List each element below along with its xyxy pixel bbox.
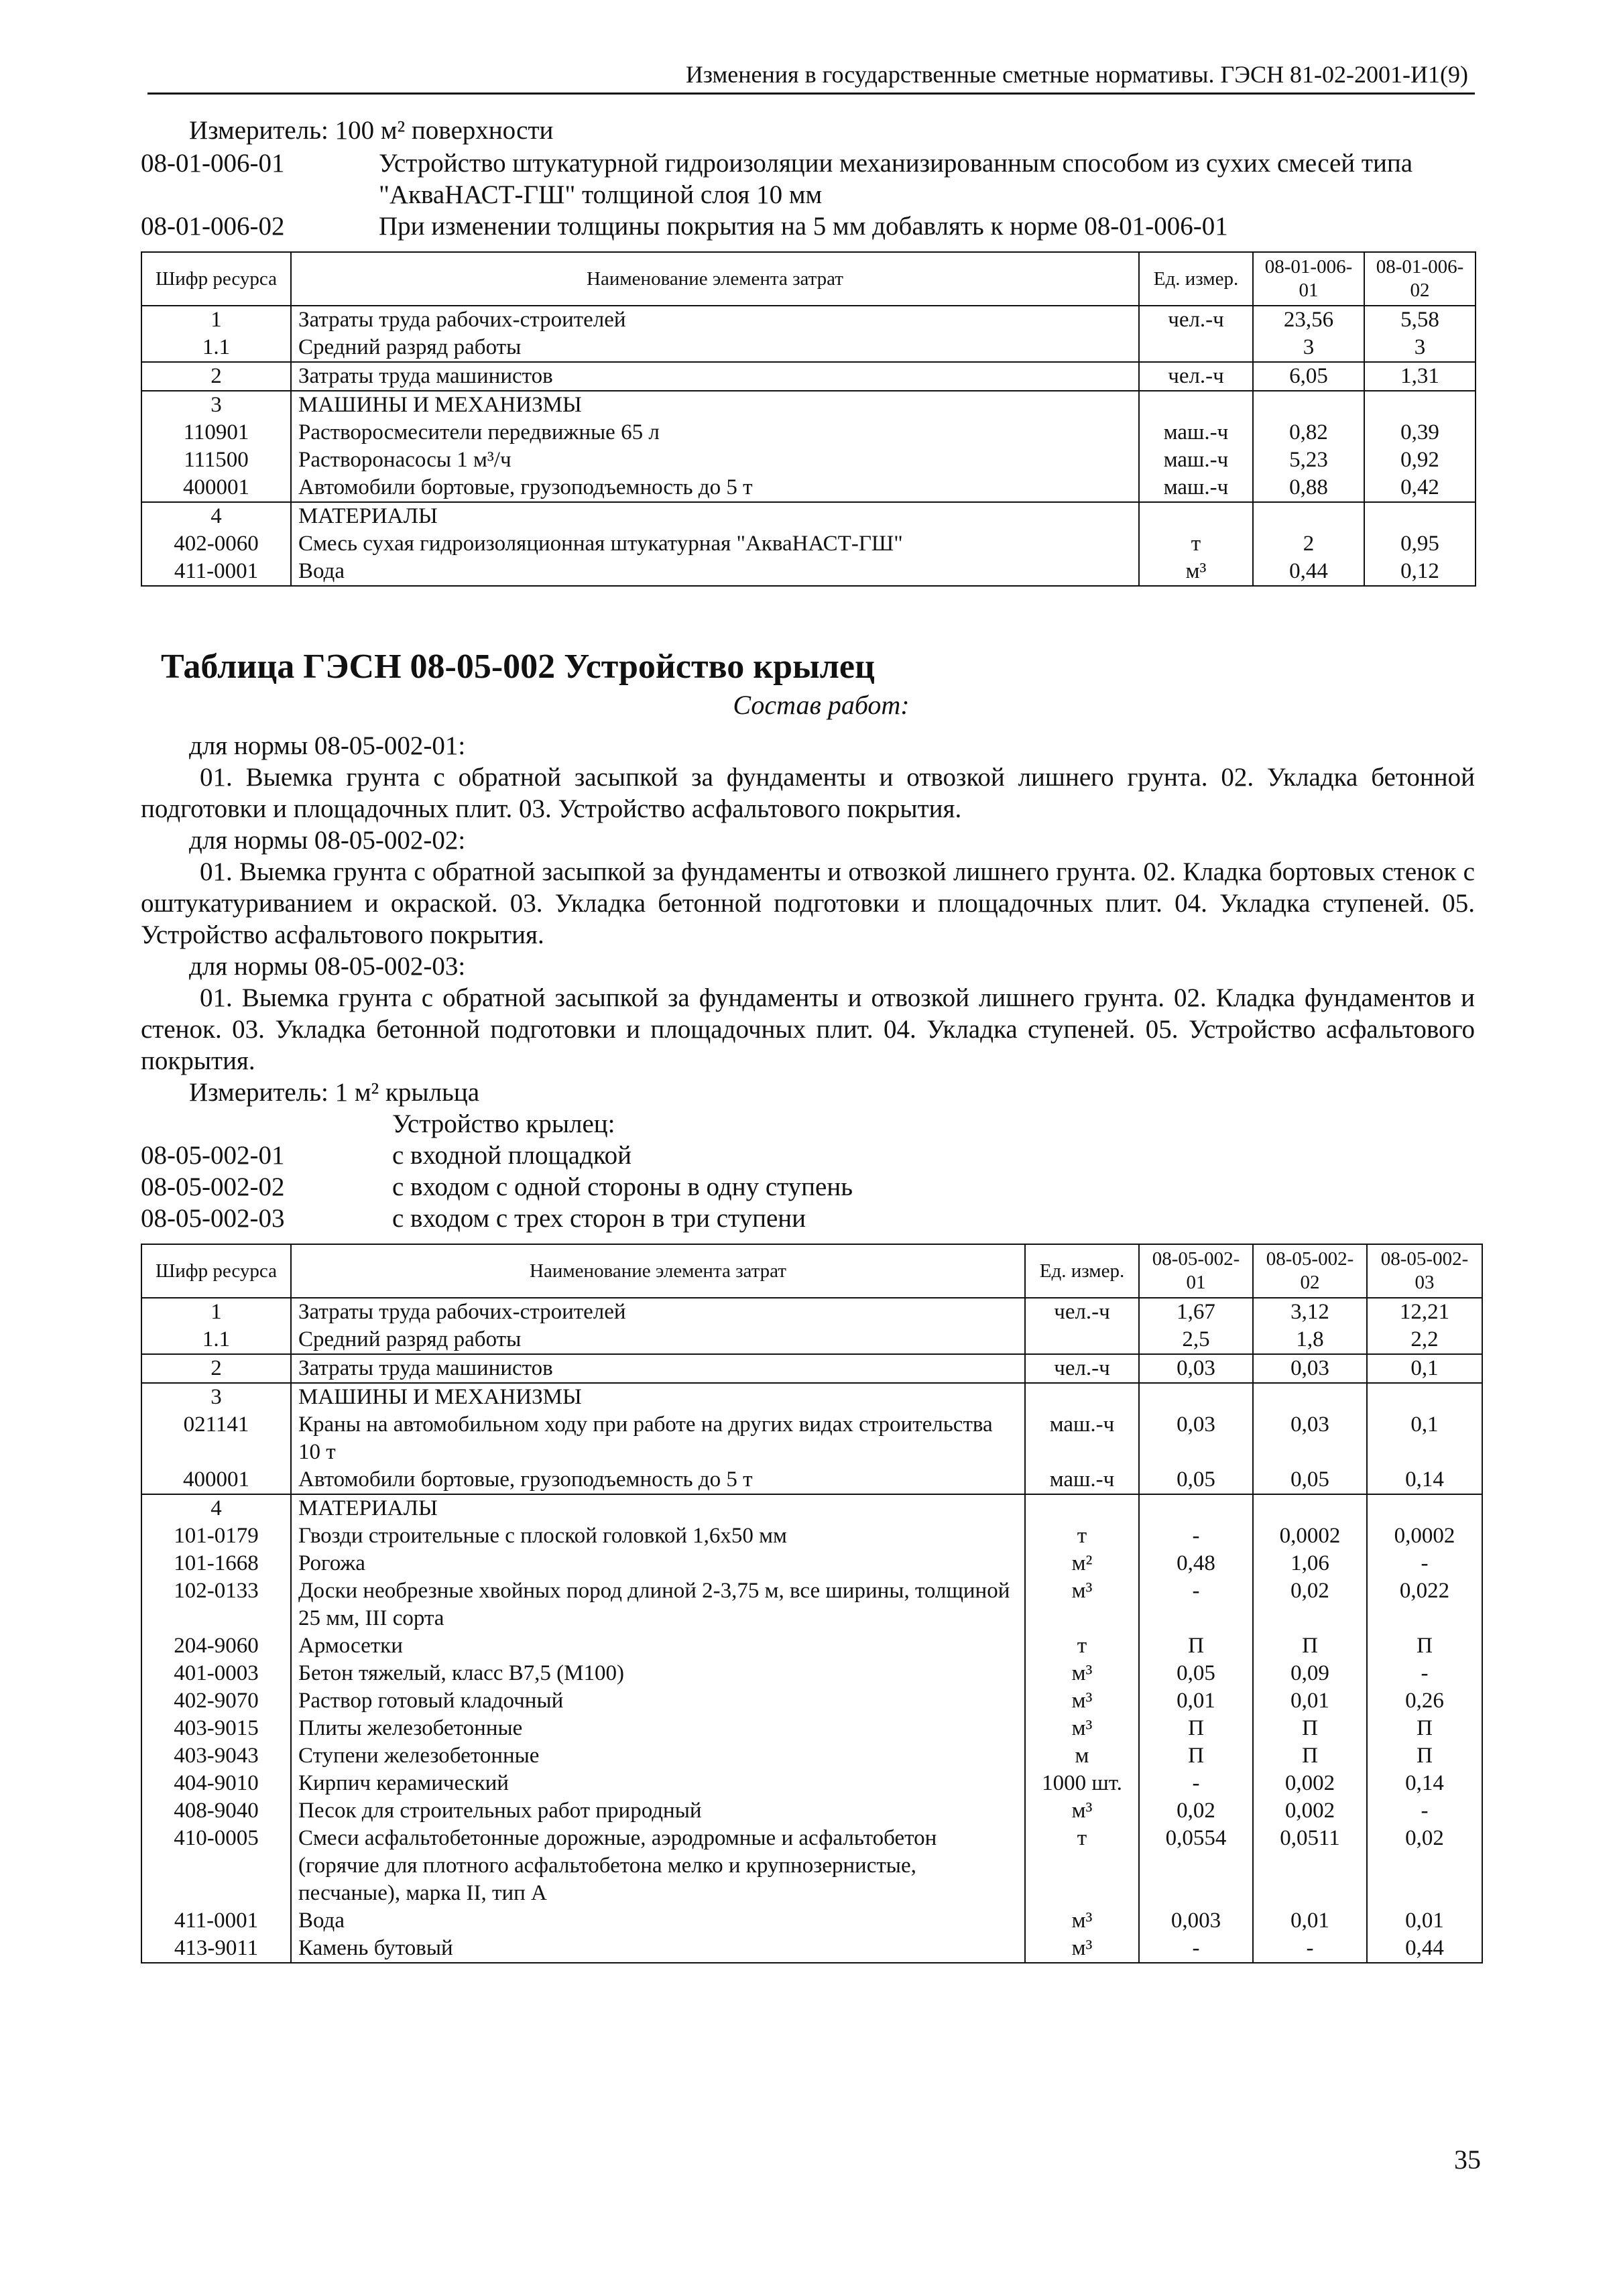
norm-group-title: Устройство крылец: bbox=[392, 1109, 615, 1138]
resource-name: Рогожа bbox=[291, 1550, 1025, 1577]
norm-value: - bbox=[1139, 1770, 1253, 1797]
norm-value: П bbox=[1139, 1742, 1253, 1770]
norm-value: 0,44 bbox=[1367, 1935, 1482, 1963]
norm-code: 08-01-006-02 bbox=[141, 212, 285, 241]
norm-value: - bbox=[1253, 1935, 1367, 1963]
resource-code: 101-0179 bbox=[141, 1522, 291, 1550]
norm-value bbox=[1364, 391, 1476, 419]
table-row bbox=[141, 1522, 1482, 1550]
resource-name: МАТЕРИАЛЫ bbox=[291, 502, 1139, 530]
resource-code: 400001 bbox=[141, 1466, 291, 1494]
table-row bbox=[141, 1326, 1482, 1354]
norm-code: 08-01-006-01 bbox=[141, 149, 285, 178]
resource-unit: маш.-ч bbox=[1139, 419, 1253, 446]
header-name: Наименование элемента затрат bbox=[291, 252, 1139, 306]
resource-code: 2 bbox=[141, 362, 291, 391]
norm-value: - bbox=[1139, 1522, 1253, 1550]
resource-name: Затраты труда рабочих-строителей bbox=[291, 1298, 1025, 1326]
norm-value: 0,002 bbox=[1253, 1797, 1367, 1825]
norm-item bbox=[141, 1171, 1475, 1203]
norm-value: П bbox=[1367, 1742, 1482, 1770]
table-row bbox=[141, 1466, 1482, 1494]
composition-text: 01. Выемка грунта с обратной засыпкой за фундаменты и отвозкой лишнего грунта. 02. Кладка бортовых стенок с оштукатуриванием и окраской. 03. Укладка бетонной подготовки и площадочных плит. 04. Укладка ступеней. 05. Устройство асфальтового покрытия. bbox=[141, 857, 1475, 949]
norm-value: 2,5 bbox=[1139, 1326, 1253, 1354]
header-code: Шифр ресурса bbox=[141, 1244, 291, 1298]
resource-name: Гвозди строительные с плоской головкой 1,6х50 мм bbox=[291, 1522, 1025, 1550]
norm-value: 0,48 bbox=[1139, 1550, 1253, 1577]
resource-unit: м³ bbox=[1025, 1687, 1139, 1715]
norm-item bbox=[141, 210, 1475, 242]
resource-name: Смесь сухая гидроизоляционная штукатурная "АкваНАСТ-ГШ" bbox=[291, 530, 1139, 558]
resource-unit: м³ bbox=[1139, 558, 1253, 586]
resource-name: МАТЕРИАЛЫ bbox=[291, 1494, 1025, 1522]
norm-value: 0,02 bbox=[1139, 1797, 1253, 1825]
norm-value: 3 bbox=[1364, 334, 1476, 362]
table-row bbox=[141, 1715, 1482, 1742]
resource-code: 404-9010 bbox=[141, 1770, 291, 1797]
norm-value: 0,82 bbox=[1253, 419, 1364, 446]
norm-value: 0,0002 bbox=[1253, 1522, 1367, 1550]
norm-value bbox=[1139, 1494, 1253, 1522]
norm-value: 3 bbox=[1253, 334, 1364, 362]
norm-value bbox=[1253, 1494, 1367, 1522]
resource-code: 410-0005 bbox=[141, 1825, 291, 1907]
norm-value: П bbox=[1367, 1715, 1482, 1742]
header-norm: 08-05-002-03 bbox=[1367, 1244, 1482, 1298]
norm-value: 0,26 bbox=[1367, 1687, 1482, 1715]
resource-code: 204-9060 bbox=[141, 1632, 291, 1660]
table-row bbox=[141, 1494, 1482, 1522]
t2-norm-list bbox=[141, 1140, 1475, 1234]
resource-code: 400001 bbox=[141, 474, 291, 502]
norm-item bbox=[141, 147, 1475, 210]
norm-value: 0,1 bbox=[1367, 1354, 1482, 1383]
resource-code: 110901 bbox=[141, 419, 291, 446]
resource-code: 4 bbox=[141, 1494, 291, 1522]
resource-unit bbox=[1139, 502, 1253, 530]
table-row bbox=[141, 391, 1476, 419]
norm-description: с входом с одной стороны в одну ступень bbox=[392, 1172, 853, 1201]
norm-value: П bbox=[1253, 1632, 1367, 1660]
norm-value: 2 bbox=[1253, 530, 1364, 558]
table-row bbox=[141, 502, 1476, 530]
resource-code: 1 bbox=[141, 1298, 291, 1326]
norm-value: 5,23 bbox=[1253, 446, 1364, 474]
table-row bbox=[141, 1825, 1482, 1907]
table-row bbox=[141, 446, 1476, 474]
t1-measure: Измеритель: 100 м² поверхности bbox=[189, 116, 554, 145]
resource-name: Вода bbox=[291, 1907, 1025, 1935]
norm-item bbox=[141, 1203, 1475, 1234]
resource-name: Армосетки bbox=[291, 1632, 1025, 1660]
resource-unit: т bbox=[1025, 1522, 1139, 1550]
resource-code: 021141 bbox=[141, 1411, 291, 1466]
norm-value: 1,67 bbox=[1139, 1298, 1253, 1326]
resource-code: 102-0133 bbox=[141, 1577, 291, 1632]
resource-unit: маш.-ч bbox=[1139, 474, 1253, 502]
norm-value: 0,14 bbox=[1367, 1770, 1482, 1797]
resource-unit: маш.-ч bbox=[1025, 1466, 1139, 1494]
norm-value: - bbox=[1139, 1577, 1253, 1632]
norm-value: 0,88 bbox=[1253, 474, 1364, 502]
table-title: Таблица ГЭСН 08-05-002 Устройство крылец bbox=[161, 648, 875, 686]
norm-value bbox=[1253, 502, 1364, 530]
resource-unit: м³ bbox=[1025, 1715, 1139, 1742]
norm-value: 0,0002 bbox=[1367, 1522, 1482, 1550]
resource-name: Затраты труда машинистов bbox=[291, 1354, 1025, 1383]
norm-value: 0,95 bbox=[1364, 530, 1476, 558]
resource-name: Растворосмесители передвижные 65 л bbox=[291, 419, 1139, 446]
resource-unit: м³ bbox=[1025, 1935, 1139, 1963]
norm-value: 3,12 bbox=[1253, 1298, 1367, 1326]
norm-value: 0,09 bbox=[1253, 1660, 1367, 1687]
resource-name: Плиты железобетонные bbox=[291, 1715, 1025, 1742]
resource-unit: чел.-ч bbox=[1025, 1354, 1139, 1383]
table-row bbox=[141, 530, 1476, 558]
norm-description: с входной площадкой bbox=[392, 1141, 632, 1170]
resource-code: 1 bbox=[141, 306, 291, 334]
resource-table-1 bbox=[141, 251, 1476, 587]
composition-text: 01. Выемка грунта с обратной засыпкой за фундаменты и отвозкой лишнего грунта. 02. Кладка фундаментов и стенок. 03. Укладка бетонной подготовки и площадочных плит. 04. Укладка ступеней. 05. Устройство асфальтового покрытия. bbox=[141, 983, 1475, 1075]
resource-name: Растворонасосы 1 м³/ч bbox=[291, 446, 1139, 474]
norm-value: 0,03 bbox=[1253, 1354, 1367, 1383]
table-row bbox=[141, 1632, 1482, 1660]
resource-unit: маш.-ч bbox=[1025, 1411, 1139, 1466]
norm-value: П bbox=[1139, 1632, 1253, 1660]
resource-code: 1.1 bbox=[141, 334, 291, 362]
resource-name: Автомобили бортовые, грузоподъемность до 5 т bbox=[291, 474, 1139, 502]
norm-value: 1,06 bbox=[1253, 1550, 1367, 1577]
norm-value: 23,56 bbox=[1253, 306, 1364, 334]
table-row bbox=[141, 334, 1476, 362]
norm-value: П bbox=[1367, 1632, 1482, 1660]
resource-code: 2 bbox=[141, 1354, 291, 1383]
resource-unit: м² bbox=[1025, 1550, 1139, 1577]
resource-unit: т bbox=[1139, 530, 1253, 558]
resource-unit: м bbox=[1025, 1742, 1139, 1770]
resource-name: Затраты труда машинистов bbox=[291, 362, 1139, 391]
norm-value: 12,21 bbox=[1367, 1298, 1482, 1326]
resource-code: 408-9040 bbox=[141, 1797, 291, 1825]
table-row bbox=[141, 1935, 1482, 1963]
norm-value: 0,42 bbox=[1364, 474, 1476, 502]
resource-unit: м³ bbox=[1025, 1660, 1139, 1687]
norm-value: - bbox=[1367, 1660, 1482, 1687]
resource-name: МАШИНЫ И МЕХАНИЗМЫ bbox=[291, 1383, 1025, 1411]
resource-unit: чел.-ч bbox=[1139, 362, 1253, 391]
composition-list bbox=[141, 730, 1475, 1077]
resource-name: Вода bbox=[291, 558, 1139, 586]
table-body bbox=[141, 1298, 1482, 1963]
norm-value: 0,44 bbox=[1253, 558, 1364, 586]
norm-value: 0,1 bbox=[1367, 1411, 1482, 1466]
resource-code: 401-0003 bbox=[141, 1660, 291, 1687]
resource-code: 3 bbox=[141, 1383, 291, 1411]
norm-value bbox=[1364, 502, 1476, 530]
resource-name: Бетон тяжелый, класс В7,5 (М100) bbox=[291, 1660, 1025, 1687]
header-code: Шифр ресурса bbox=[141, 252, 291, 306]
resource-unit: т bbox=[1025, 1825, 1139, 1907]
resource-unit: маш.-ч bbox=[1139, 446, 1253, 474]
norm-value: 0,01 bbox=[1253, 1907, 1367, 1935]
resource-unit: 1000 шт. bbox=[1025, 1770, 1139, 1797]
resource-name: Затраты труда рабочих-строителей bbox=[291, 306, 1139, 334]
norm-value: 2,2 bbox=[1367, 1326, 1482, 1354]
norm-value: П bbox=[1253, 1742, 1367, 1770]
table-row bbox=[141, 1797, 1482, 1825]
resource-unit: чел.-ч bbox=[1139, 306, 1253, 334]
header-norm: 08-01-006-01 bbox=[1253, 252, 1364, 306]
table-row bbox=[141, 1550, 1482, 1577]
norm-value: 1,8 bbox=[1253, 1326, 1367, 1354]
resource-unit: м³ bbox=[1025, 1577, 1139, 1632]
resource-name: Камень бутовый bbox=[291, 1935, 1025, 1963]
table-body bbox=[141, 306, 1476, 586]
resource-name: Раствор готовый кладочный bbox=[291, 1687, 1025, 1715]
norm-value: - bbox=[1367, 1797, 1482, 1825]
table-row bbox=[141, 1383, 1482, 1411]
resource-name: МАШИНЫ И МЕХАНИЗМЫ bbox=[291, 391, 1139, 419]
norm-code: 08-05-002-01 bbox=[141, 1141, 285, 1170]
norm-value bbox=[1253, 391, 1364, 419]
resource-unit: чел.-ч bbox=[1025, 1298, 1139, 1326]
norm-value: 1,31 bbox=[1364, 362, 1476, 391]
resource-code: 411-0001 bbox=[141, 558, 291, 586]
norm-value: 0,03 bbox=[1139, 1411, 1253, 1466]
resource-code: 3 bbox=[141, 391, 291, 419]
header-norm: 08-01-006-02 bbox=[1364, 252, 1476, 306]
norm-value: 0,39 bbox=[1364, 419, 1476, 446]
table-row bbox=[141, 1298, 1482, 1326]
resource-unit bbox=[1025, 1494, 1139, 1522]
resource-code: 111500 bbox=[141, 446, 291, 474]
document-page bbox=[141, 60, 1475, 1963]
header-norm: 08-05-002-02 bbox=[1253, 1244, 1367, 1298]
t2-measure: Измеритель: 1 м² крыльца bbox=[189, 1078, 480, 1107]
table-row bbox=[141, 1577, 1482, 1632]
header-unit: Ед. измер. bbox=[1025, 1244, 1139, 1298]
resource-code: 403-9043 bbox=[141, 1742, 291, 1770]
resource-code: 403-9015 bbox=[141, 1715, 291, 1742]
norm-value: 0,01 bbox=[1367, 1907, 1482, 1935]
resource-name: Средний разряд работы bbox=[291, 1326, 1025, 1354]
table-row bbox=[141, 362, 1476, 391]
resource-code: 101-1668 bbox=[141, 1550, 291, 1577]
composition-heading: Состав работ: bbox=[733, 690, 910, 720]
norm-value: 0,05 bbox=[1139, 1466, 1253, 1494]
table-row bbox=[141, 1770, 1482, 1797]
header-unit: Ед. измер. bbox=[1139, 252, 1253, 306]
norm-value: 0,03 bbox=[1139, 1354, 1253, 1383]
norm-value bbox=[1367, 1494, 1482, 1522]
resource-name: Краны на автомобильном ходу при работе на других видах строительства 10 т bbox=[291, 1411, 1025, 1466]
norm-value: 0,01 bbox=[1253, 1687, 1367, 1715]
table-header-row bbox=[141, 1244, 1482, 1298]
table-row bbox=[141, 1354, 1482, 1383]
composition-text: 01. Выемка грунта с обратной засыпкой за фундаменты и отвозкой лишнего грунта. 02. Укладка бетонной подготовки и площадочных плит. 03. Устройство асфальтового покрытия. bbox=[141, 763, 1475, 823]
resource-code: 4 bbox=[141, 502, 291, 530]
header-name: Наименование элемента затрат bbox=[291, 1244, 1025, 1298]
resource-name: Средний разряд работы bbox=[291, 334, 1139, 362]
norm-value: 6,05 bbox=[1253, 362, 1364, 391]
norm-value: 0,01 bbox=[1139, 1687, 1253, 1715]
resource-name: Смеси асфальтобетонные дорожные, аэродромные и асфальтобетон (горячие для плотного асфальтобетона мелко и крупнозернистые, песчаные), марка II, тип А bbox=[291, 1825, 1025, 1907]
resource-name: Песок для строительных работ природный bbox=[291, 1797, 1025, 1825]
norm-value: 0,05 bbox=[1253, 1466, 1367, 1494]
norm-value: 0,14 bbox=[1367, 1466, 1482, 1494]
resource-unit bbox=[1139, 391, 1253, 419]
norm-value: - bbox=[1367, 1550, 1482, 1577]
norm-value: 0,0554 bbox=[1139, 1825, 1253, 1907]
norm-value: 0,02 bbox=[1367, 1825, 1482, 1907]
norm-value: 0,003 bbox=[1139, 1907, 1253, 1935]
table-row bbox=[141, 1907, 1482, 1935]
header-norm: 08-05-002-01 bbox=[1139, 1244, 1253, 1298]
resource-name: Ступени железобетонные bbox=[291, 1742, 1025, 1770]
norm-value: П bbox=[1139, 1715, 1253, 1742]
norm-value: - bbox=[1139, 1935, 1253, 1963]
resource-unit bbox=[1025, 1383, 1139, 1411]
norm-value: 5,58 bbox=[1364, 306, 1476, 334]
resource-code: 402-9070 bbox=[141, 1687, 291, 1715]
norm-value: 0,92 bbox=[1364, 446, 1476, 474]
norm-value bbox=[1139, 1383, 1253, 1411]
norm-value: 0,05 bbox=[1139, 1660, 1253, 1687]
resource-unit: м³ bbox=[1025, 1907, 1139, 1935]
norm-value: 0,002 bbox=[1253, 1770, 1367, 1797]
table-row bbox=[141, 1411, 1482, 1466]
norm-value: 0,0511 bbox=[1253, 1825, 1367, 1907]
norm-value: 0,03 bbox=[1253, 1411, 1367, 1466]
resource-code: 1.1 bbox=[141, 1326, 291, 1354]
page-number: 35 bbox=[1454, 2144, 1481, 2175]
composition-label: для нормы 08-05-002-01: bbox=[189, 731, 466, 760]
t1-norm-list bbox=[141, 147, 1475, 242]
norm-value bbox=[1367, 1383, 1482, 1411]
table-row bbox=[141, 558, 1476, 586]
resource-unit bbox=[1025, 1326, 1139, 1354]
composition-label: для нормы 08-05-002-03: bbox=[189, 952, 466, 981]
resource-table-2 bbox=[141, 1244, 1483, 1963]
norm-description: Устройство штукатурной гидроизоляции механизированным способом из сухих смесей типа "АкваНАСТ-ГШ" толщиной слоя 10 мм bbox=[379, 149, 1413, 209]
table-header-row bbox=[141, 252, 1476, 306]
resource-code: 413-9011 bbox=[141, 1935, 291, 1963]
norm-code: 08-05-002-02 bbox=[141, 1172, 285, 1201]
running-header: Изменения в государственные сметные нормативы. ГЭСН 81-02-2001-И1(9) bbox=[147, 60, 1475, 95]
resource-unit: м³ bbox=[1025, 1797, 1139, 1825]
norm-description: с входом с трех сторон в три ступени bbox=[392, 1204, 806, 1233]
norm-value: 0,12 bbox=[1364, 558, 1476, 586]
table-row bbox=[141, 1687, 1482, 1715]
norm-value: П bbox=[1253, 1715, 1367, 1742]
norm-value: 0,02 bbox=[1253, 1577, 1367, 1632]
resource-name: Доски необрезные хвойных пород длиной 2-3,75 м, все ширины, толщиной 25 мм, III сорта bbox=[291, 1577, 1025, 1632]
resource-name: Автомобили бортовые, грузоподъемность до 5 т bbox=[291, 1466, 1025, 1494]
table-row bbox=[141, 306, 1476, 334]
resource-code: 402-0060 bbox=[141, 530, 291, 558]
norm-description: При изменении толщины покрытия на 5 мм добавлять к норме 08-01-006-01 bbox=[379, 212, 1228, 241]
norm-value bbox=[1253, 1383, 1367, 1411]
composition-label: для нормы 08-05-002-02: bbox=[189, 826, 466, 855]
table-row bbox=[141, 1660, 1482, 1687]
norm-value: 0,022 bbox=[1367, 1577, 1482, 1632]
table-row bbox=[141, 1742, 1482, 1770]
norm-item bbox=[141, 1140, 1475, 1171]
table-row bbox=[141, 419, 1476, 446]
resource-name: Кирпич керамический bbox=[291, 1770, 1025, 1797]
norm-code: 08-05-002-03 bbox=[141, 1204, 285, 1233]
resource-code: 411-0001 bbox=[141, 1907, 291, 1935]
resource-unit bbox=[1139, 334, 1253, 362]
resource-unit: т bbox=[1025, 1632, 1139, 1660]
table-row bbox=[141, 474, 1476, 502]
